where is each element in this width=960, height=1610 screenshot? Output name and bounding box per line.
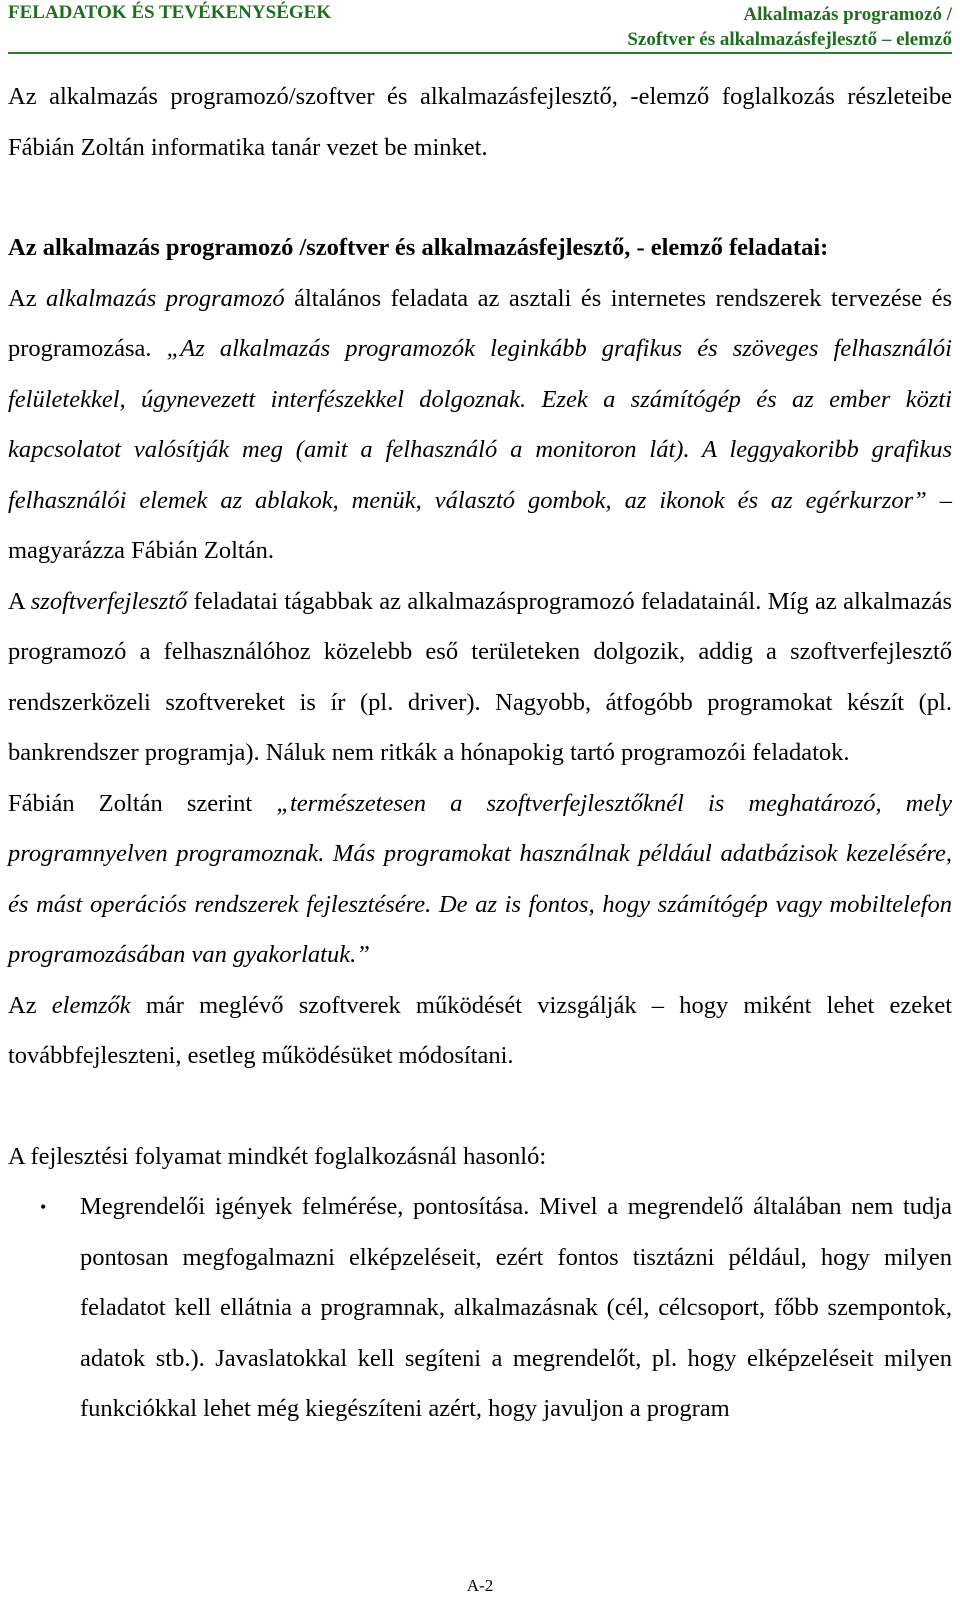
text-run: általános feladata az asztali és internetes rendszerek tervezése és programozása. xyxy=(8,284,952,362)
programmer-paragraph xyxy=(8,274,952,577)
quote-run: „Az alkalmazás programozók leginkább grafikus és szöveges felhasználói felületekkel, úgynevezett interfészekkel dolgoznak. Ezek a számítógép és az ember közti kapcsolatot valósítják meg (amit a felhasználó a monitoron lát). A leggyakoribb grafikus felhasználói elemek az ablakok, menük, választó gombok, az ikonok és az egérkurzor” xyxy=(8,335,952,514)
header-occupation-line-2: Szoftver és alkalmazásfejlesztő – elemző xyxy=(627,29,952,50)
header-occupation-title xyxy=(627,2,952,52)
header-occupation-line-1: Alkalmazás programozó / xyxy=(743,4,952,25)
page-header xyxy=(8,0,952,54)
analyst-paragraph xyxy=(8,981,952,1082)
text-run: Az xyxy=(8,284,47,312)
text-run: A xyxy=(8,587,31,615)
emphasis-run: szoftverfejlesztő xyxy=(30,587,188,615)
text-run: Fábián Zoltán szerint xyxy=(8,789,277,817)
intro-paragraph: Az alkalmazás programozó/szoftver és alkalmazásfejlesztő, -elemző foglalkozás részleteibe Fábián Zoltán informatika tanár vezet be minket. xyxy=(8,83,952,161)
quote-run: „természetesen a szoftverfejlesztőknél is meghatározó, mely programnyelven programoznak. Más programokat használnak például adatbázisok kezelésére, és mást operációs rendszerek fejlesztésére. De az is fontos, hogy számítógép vagy mobiltelefon programozásában van gyakorlatuk.” xyxy=(8,789,952,968)
header-section-title: FELADATOK ÉS TEVÉKENYSÉGEK xyxy=(8,2,332,23)
text-run: feladatai tágabbak az alkalmazásprogramozó feladatainál. Míg az alkalmazás programozó a felhasználóhoz közelebb eső területeken dolgozik, addig a szoftverfejlesztő rendszerközeli szoftvereket is ír (pl. driver). Nagyobb, átfogóbb programokat készít (pl. bankrendszer programja). Náluk nem ritkák a hónapokig tartó programozói feladatok. xyxy=(8,587,952,766)
text-run: – magyarázza Fábián Zoltán. xyxy=(8,486,952,564)
document-body xyxy=(8,72,952,1435)
process-intro: A fejlesztési folyamat mindkét foglalkozásnál hasonló: xyxy=(8,1142,547,1170)
bullet-icon: • xyxy=(40,1197,47,1217)
list-item xyxy=(8,1182,952,1435)
paragraph-spacer xyxy=(8,1082,952,1132)
emphasis-run: elemzők xyxy=(51,991,131,1019)
page-number: A-2 xyxy=(466,1576,494,1595)
emphasis-run: alkalmazás programozó xyxy=(46,284,285,312)
process-list xyxy=(8,1182,952,1435)
section-heading: Az alkalmazás programozó /szoftver és alkalmazásfejlesztő, - elemző feladatai: xyxy=(8,234,829,261)
text-run: Az xyxy=(8,991,52,1019)
paragraph-spacer xyxy=(8,173,952,223)
quote-paragraph xyxy=(8,779,952,981)
list-item-text: Megrendelői igények felmérése, pontosítása. Mivel a megrendelő általában nem tudja pontosan megfogalmazni elképzeléseit, ezért fontos tisztázni például, hogy milyen feladatot kell ellátnia a programnak, alkalmazásnak (cél, célcsoport, főbb szempontok, adatok stb.). Javaslatokkal kell segíteni a megrendelőt, pl. hogy elképzeléseit milyen funkciókkal lehet még kiegészíteni azért, hogy javuljon a program xyxy=(80,1193,952,1422)
text-run: már meglévő szoftverek működését vizsgálják – hogy miként lehet ezeket továbbfejleszteni, esetleg működésüket módosítani. xyxy=(8,991,952,1069)
developer-paragraph xyxy=(8,577,952,779)
